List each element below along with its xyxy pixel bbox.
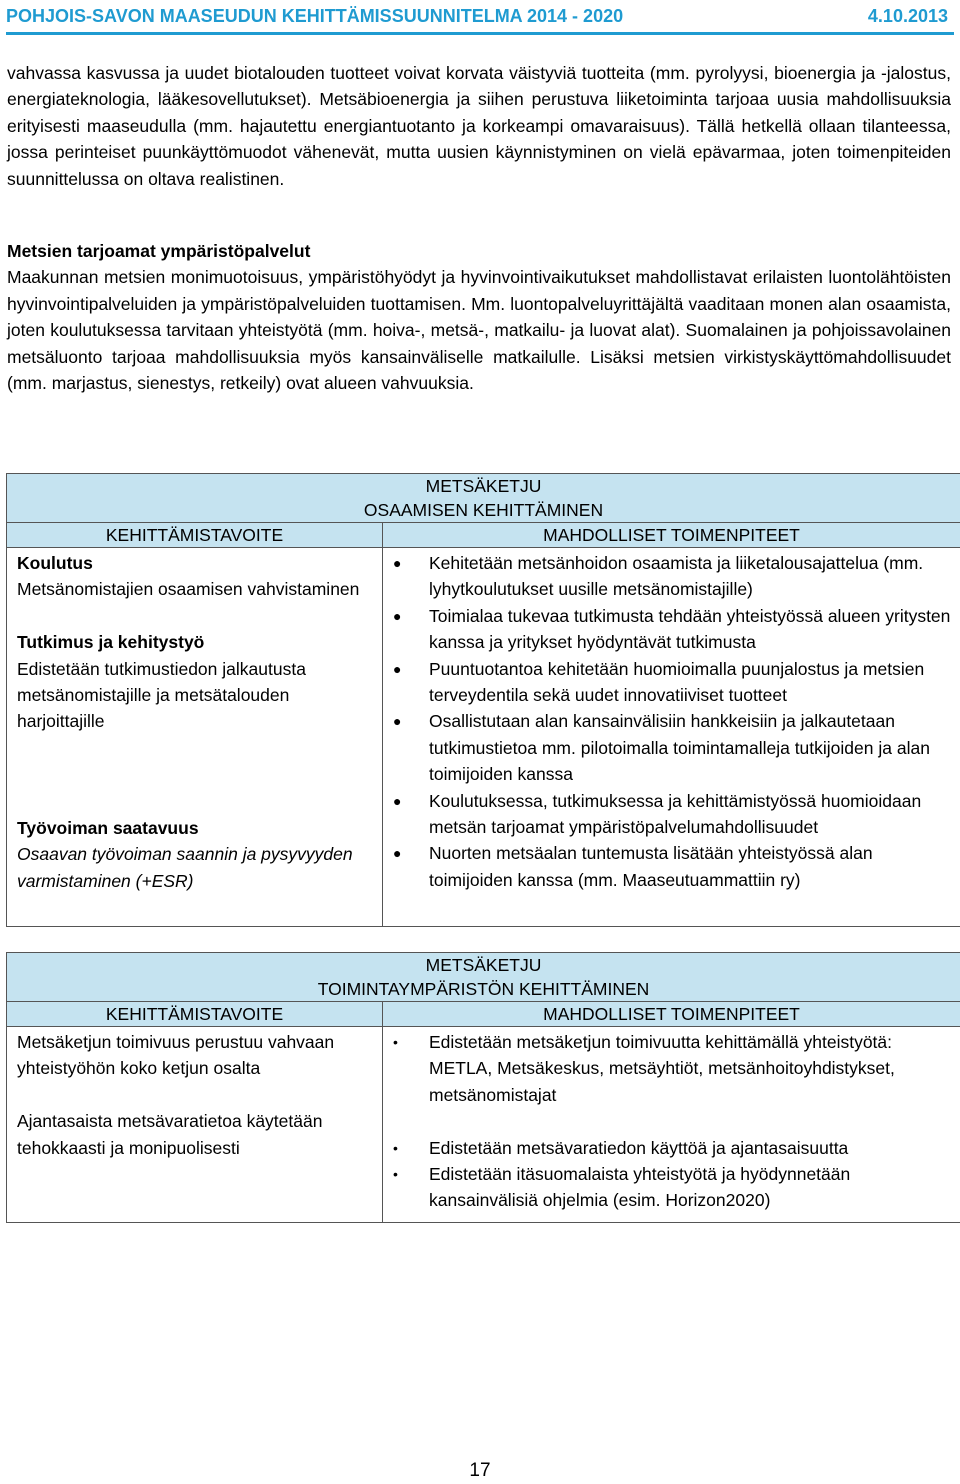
goal-text: Osaavan työvoiman saannin ja pysyvyyden varmistaminen (+ESR) <box>17 844 353 891</box>
actions-list <box>383 1135 952 1214</box>
goals-cell <box>7 548 383 927</box>
document-title: POHJOIS-SAVON MAASEUDUN KEHITTÄMISSUUNNITELMA 2014 - 2020 <box>6 6 624 26</box>
page-header <box>6 4 954 35</box>
bullet-icon: ● <box>393 792 402 809</box>
actions-cell <box>383 548 960 927</box>
column-header-goal: KEHITTÄMISTAVOITE <box>7 523 383 548</box>
document-date: 4.10.2013 <box>867 6 948 26</box>
column-header-actions: MAHDOLLISET TOIMENPITEET <box>383 523 960 548</box>
goals-cell <box>7 1027 383 1223</box>
actions-cell <box>383 1027 960 1223</box>
list-item: ● Nuorten metsäalan tuntemusta lisätään yhteistyössä alan toimijoiden kanssa (mm. Maaseutuammattiin ry) <box>429 840 952 893</box>
table-title <box>7 474 960 523</box>
bullet-icon: • <box>393 1034 398 1050</box>
actions-list <box>383 1029 952 1108</box>
goal-text: Edistetään tutkimustiedon jalkautusta metsänomistajille ja metsätalouden harjoittajille <box>17 658 306 732</box>
list-item: ● Kehitetään metsänhoidon osaamista ja liiketalousajattelua (mm. lyhytkoulutukset uusille metsänomistajille) <box>429 550 952 603</box>
table-title-line1: METSÄKETJU <box>425 476 542 496</box>
section-heading: Metsien tarjoamat ympäristöpalvelut <box>7 241 311 261</box>
list-item: • Edistetään itäsuomalaista yhteistyötä ja hyödynnetään kansainvälisiä ohjelmia (esim. Horizon2020) <box>429 1161 952 1214</box>
list-item: ● Osallistutaan alan kansainvälisiin hankkeisiin ja jalkautetaan tutkimustietoa mm. pilotoimalla toimintamalleja tutkijoiden ja alan toimijoiden kanssa <box>429 708 952 787</box>
bullet-icon: ● <box>393 713 402 730</box>
goal-title: Työvoiman saatavuus <box>17 817 199 838</box>
bullet-icon: ● <box>393 845 402 862</box>
goal-text: Ajantasaista metsävaratietoa käytetään tehokkaasti ja monipuolisesti <box>17 1111 323 1158</box>
actions-list <box>383 550 952 893</box>
section-ecosystem-services <box>7 238 951 396</box>
section-text: Maakunnan metsien monimuotoisuus, ympäristöhyödyt ja hyvinvointivaikutukset mahdollistavat erilaisten luontolähtöisten hyvinvointipalveluiden ja ympäristöpalveluiden tuottamisen. Mm. luontopalveluyrittäjältä vaaditaan monen alan osaamista, joten koulutuksessa tarvitaan yhteistyötä (mm. hoiva-, metsä-, matkailu- ja luovat alat). Suomalainen ja pohjoissavolainen metsäluonto tarjoaa mahdollisuuksia myös kansainväliselle matkailulle. Lisäksi metsien virkistyskäyttömahdollisuudet (mm. marjastus, sienestys, retkeily) ovat alueen vahvuuksia. <box>7 267 951 394</box>
goal-text: Metsäketjun toimivuus perustuu vahvaan yhteistyöhön koko ketjun osalta <box>17 1032 335 1079</box>
bullet-icon: ● <box>393 555 402 571</box>
page-number: 17 <box>469 1460 491 1481</box>
bullet-icon: • <box>393 1166 398 1183</box>
table-title-line1: METSÄKETJU <box>425 955 542 975</box>
table-skills-development <box>6 473 960 927</box>
list-item: ● Koulutuksessa, tutkimuksessa ja kehittämistyössä huomioidaan metsän tarjoamat ympäristöpalvelumahdollisuudet <box>429 788 952 841</box>
column-header-goal: KEHITTÄMISTAVOITE <box>7 1002 383 1027</box>
goal-title: Koulutus <box>17 553 93 573</box>
list-item: • Edistetään metsävaratiedon käyttöä ja ajantasaisuutta <box>429 1135 952 1161</box>
goal-title: Tutkimus ja kehitystyö <box>17 632 205 653</box>
list-item: ● Puuntuotantoa kehitetään huomioimalla puunjalostus ja metsien terveydentila sekä uudet innovatiiviset tuotteet <box>429 656 952 709</box>
bullet-icon: ● <box>393 660 402 677</box>
list-item: ● Toimialaa tukevaa tutkimusta tehdään yhteistyössä alueen yritysten kanssa ja yritykset hyödyntävät tutkimusta <box>429 603 952 656</box>
list-item: • Edistetään metsäketjun toimivuutta kehittämällä yhteistyötä: METLA, Metsäkeskus, metsäyhtiöt, metsänhoitoyhdistykset, metsänomistajat <box>429 1029 952 1108</box>
goal-text: Metsänomistajien osaamisen vahvistaminen <box>17 579 360 600</box>
intro-paragraph: vahvassa kasvussa ja uudet biotalouden tuotteet voivat korvata väistyviä tuotteita (mm. pyrolyysi, bioenergia ja -jalostus, energiateknologia, lääkesovellutukset). Metsäbioenergia ja siihen perustuva liiketoiminta tarjoaa uusia mahdollisuuksia erityisesti maaseudulla (mm. hajautettu energiantuotanto ja korkeampi omavaraisuus). Tällä hetkellä ollaan tilanteessa, jossa perinteiset puunkäyttömuodot vähenevät, mutta uusien käynnistyminen on vielä epävarmaa, joten toimenpiteiden suunnittelussa on oltava realistinen. <box>7 63 951 189</box>
bullet-icon: ● <box>393 607 402 624</box>
table-title-line2: TOIMINTAYMPÄRISTÖN KEHITTÄMINEN <box>317 979 650 999</box>
column-header-actions: MAHDOLLISET TOIMENPITEET <box>383 1002 960 1027</box>
bullet-icon: • <box>393 1139 398 1156</box>
table-title-line2: OSAAMISEN KEHITTÄMINEN <box>363 500 604 520</box>
table-title <box>7 953 960 1002</box>
table-operating-environment <box>6 952 960 1223</box>
